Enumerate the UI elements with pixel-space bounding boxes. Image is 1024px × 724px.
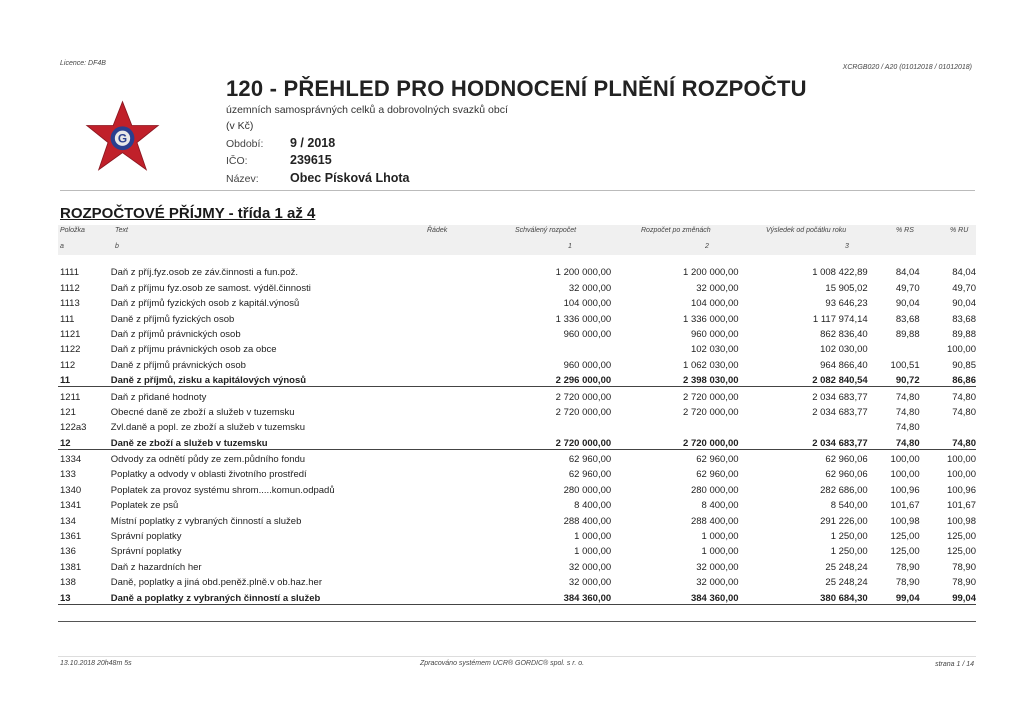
row-vysledek: 2 034 683,77	[739, 433, 868, 449]
row-schvaleny: 32 000,00	[568, 561, 612, 573]
row-polozka: 1340	[60, 484, 82, 496]
row-ru: 84,04	[952, 267, 976, 279]
table-row	[58, 387, 976, 403]
row-polozka: 121	[60, 406, 76, 418]
col-header-po-zmenach-sub: 2	[705, 243, 709, 250]
table-row	[58, 573, 976, 588]
col-header-text-sub: b	[115, 243, 119, 250]
row-schvaleny: 1 336 000,00	[555, 313, 612, 325]
row-vysledek: 102 030,00	[820, 344, 868, 356]
row-po-zmenach: 2 720 000,00	[683, 406, 739, 418]
row-polozka: 1381	[60, 561, 82, 573]
row-text: Poplatek ze psů	[110, 500, 179, 512]
col-header-text: Text	[115, 227, 128, 234]
row-text: Daň z příjmu fyz.osob ze samost. výděl.činnosti	[110, 282, 311, 294]
row-rs: 125,00	[890, 546, 920, 558]
row-ru: 125,00	[946, 531, 976, 543]
row-schvaleny: 104 000,00	[563, 298, 612, 310]
row-po-zmenach: 104 000,00	[690, 298, 739, 310]
row-schvaleny: 2 296 000,00	[490, 371, 611, 387]
row-vysledek: 62 960,06	[825, 469, 868, 481]
row-ru: 74,80	[952, 391, 976, 403]
row-text: Místní poplatky z vybraných činností a služeb	[110, 515, 302, 527]
row-schvaleny: 32 000,00	[568, 282, 612, 294]
period-label: Období:	[226, 138, 264, 150]
row-schvaleny: 960 000,00	[563, 328, 612, 340]
row-rs: 74,80	[895, 391, 920, 403]
row-po-zmenach: 8 400,00	[701, 500, 739, 512]
row-text: Poplatky a odvody v oblasti životního prostředí	[110, 469, 307, 481]
row-polozka: 133	[60, 469, 76, 481]
table-row	[58, 496, 976, 511]
row-schvaleny: 2 720 000,00	[555, 406, 612, 418]
row-rs: 100,00	[890, 454, 920, 466]
table-row	[58, 294, 976, 309]
footer-datetime: 13.10.2018 20h48m 5s	[60, 660, 132, 667]
row-po-zmenach: 32 000,00	[696, 577, 739, 589]
footer-divider	[58, 656, 976, 657]
col-header-schvaleny-sub: 1	[568, 243, 572, 250]
row-vysledek: 25 248,24	[825, 561, 868, 573]
col-header-schvaleny: Schválený rozpočet	[515, 227, 577, 234]
row-ru: 101,67	[946, 500, 976, 512]
row-schvaleny	[490, 340, 611, 355]
row-ru: 74,80	[920, 433, 976, 449]
row-ru: 90,04	[952, 298, 976, 310]
row-ru: 100,96	[946, 484, 976, 496]
row-vysledek: 1 250,00	[830, 546, 868, 558]
table-row	[58, 355, 976, 370]
row-rs	[868, 340, 920, 355]
row-rs: 100,00	[890, 469, 920, 481]
row-po-zmenach: 288 400,00	[690, 515, 739, 527]
row-polozka: 1111	[60, 267, 80, 279]
row-vysledek: 25 248,24	[825, 577, 868, 589]
row-text: Daň z přidané hodnoty	[110, 391, 207, 403]
row-po-zmenach: 1 062 030,00	[683, 359, 739, 371]
row-schvaleny: 384 360,00	[490, 588, 611, 604]
row-schvaleny	[490, 418, 611, 433]
col-header-rs: % RS	[896, 227, 914, 234]
row-text: Daň z příjmů fyzických osob z kapitál.výnosů	[110, 298, 300, 310]
row-polozka: 1121	[60, 328, 81, 340]
table-row	[58, 325, 976, 340]
row-schvaleny: 1 200 000,00	[555, 267, 612, 279]
row-vysledek	[739, 418, 868, 433]
row-rs: 89,88	[895, 328, 920, 340]
row-rs: 74,80	[895, 406, 920, 418]
table-row	[58, 527, 976, 542]
row-po-zmenach: 1 336 000,00	[683, 313, 739, 325]
row-ru: 125,00	[946, 546, 976, 558]
table-row	[58, 263, 976, 278]
col-header-po-zmenach: Rozpočet po změnách	[641, 227, 711, 234]
row-vysledek: 380 684,30	[739, 588, 868, 604]
table-bottom-rule	[58, 621, 976, 622]
row-ru: 100,00	[946, 469, 976, 481]
row-ru: 78,90	[952, 561, 976, 573]
row-polozka: 1341	[60, 500, 82, 512]
row-po-zmenach: 1 200 000,00	[683, 267, 739, 279]
row-schvaleny: 8 400,00	[574, 500, 612, 512]
row-schvaleny: 1 000,00	[574, 546, 612, 558]
row-vysledek: 1 008 422,89	[812, 267, 868, 279]
section-title: ROZPOČTOVÉ PŘÍJMY - třída 1 až 4	[60, 205, 316, 222]
col-header-vysledek: Výsledek od počátku roku	[766, 227, 847, 234]
table-row	[58, 403, 976, 418]
footer-page-number: strana 1 / 14	[935, 661, 974, 668]
row-ru: 74,80	[952, 406, 976, 418]
logo-letter: G	[117, 131, 128, 146]
row-text: Daň z příjmu právnických osob za obce	[110, 344, 277, 356]
row-rs: 100,51	[890, 359, 920, 371]
table-row	[58, 309, 976, 324]
licence-label: Licence: DF4B	[60, 60, 106, 67]
row-ru: 100,00	[946, 344, 976, 356]
row-polozka: 122a3	[60, 422, 87, 434]
table-row	[58, 557, 976, 572]
report-code: XCRGB020 / A20 (01012018 / 01012018)	[842, 64, 972, 71]
row-rs: 78,90	[895, 561, 920, 573]
table-row	[58, 542, 976, 557]
row-vysledek: 2 082 840,54	[739, 371, 868, 387]
row-text: Správní poplatky	[110, 531, 182, 543]
units-note: (v Kč)	[226, 120, 254, 132]
ico-value: 239615	[290, 153, 332, 167]
table-row	[58, 418, 976, 433]
row-polozka: 138	[60, 577, 76, 589]
row-po-zmenach: 32 000,00	[696, 561, 739, 573]
row-polozka: 13	[58, 588, 111, 604]
row-schvaleny: 62 960,00	[568, 469, 612, 481]
row-schvaleny: 62 960,00	[568, 454, 612, 466]
row-rs: 90,72	[868, 371, 920, 387]
col-header-polozka: Položka	[60, 227, 85, 234]
gordic-logo	[80, 100, 165, 185]
row-po-zmenach: 102 030,00	[690, 344, 739, 356]
row-text: Poplatek za provoz systému shrom.....komun.odpadů	[110, 484, 335, 496]
footer-processed-by: Zpracováno systémem UCR® GORDIC® spol. s r. o.	[420, 660, 585, 667]
row-rs: 90,04	[895, 298, 920, 310]
row-rs: 100,98	[890, 515, 920, 527]
row-text: Daně z příjmů fyzických osob	[110, 313, 235, 325]
row-ru	[920, 418, 976, 433]
row-text: Daň z příjmů právnických osob	[110, 328, 241, 340]
row-schvaleny: 2 720 000,00	[490, 433, 611, 449]
row-rs: 74,80	[868, 433, 920, 449]
row-po-zmenach	[611, 418, 738, 433]
name-value: Obec Písková Lhota	[290, 171, 410, 185]
header-divider	[60, 190, 975, 191]
row-polozka: 1334	[60, 454, 82, 466]
row-vysledek: 8 540,00	[830, 500, 868, 512]
row-po-zmenach: 280 000,00	[690, 484, 739, 496]
row-text: Zvl.daně a popl. ze zboží a služeb v tuzemsku	[110, 422, 306, 434]
name-label: Název:	[226, 173, 259, 185]
row-ru: 100,00	[946, 454, 976, 466]
row-po-zmenach: 1 000,00	[701, 531, 739, 543]
row-rs: 74,80	[895, 422, 920, 434]
table-row	[58, 278, 976, 293]
table-row	[58, 371, 976, 387]
row-polozka: 1122	[60, 344, 81, 356]
row-text: Daně, poplatky a jiná obd.peněž.plně.v ob.haz.her	[110, 577, 322, 589]
budget-table	[58, 263, 976, 605]
row-po-zmenach: 62 960,00	[696, 469, 739, 481]
row-po-zmenach: 2 720 000,00	[683, 391, 739, 403]
row-polozka: 1361	[60, 531, 82, 543]
row-rs: 125,00	[890, 531, 920, 543]
row-schvaleny: 32 000,00	[568, 577, 612, 589]
row-polozka: 12	[58, 433, 111, 449]
row-polozka: 111	[60, 313, 75, 325]
row-rs: 99,04	[868, 588, 920, 604]
col-header-radek: Řádek	[427, 227, 448, 234]
table-row	[58, 480, 976, 495]
row-vysledek: 2 034 683,77	[812, 391, 868, 403]
row-polozka: 11	[58, 371, 111, 387]
row-vysledek: 1 117 974,14	[812, 313, 868, 325]
row-ru: 100,98	[946, 515, 976, 527]
row-polozka: 112	[60, 359, 76, 371]
row-text: Správní poplatky	[110, 546, 182, 558]
row-ru: 99,04	[920, 588, 976, 604]
row-vysledek: 291 226,00	[820, 515, 868, 527]
row-po-zmenach: 2 720 000,00	[611, 433, 738, 449]
row-ru: 90,85	[952, 359, 976, 371]
row-rs: 49,70	[895, 282, 920, 294]
table-row	[58, 511, 976, 526]
row-polozka: 136	[60, 546, 76, 558]
row-vysledek: 93 646,23	[825, 298, 868, 310]
ico-label: IČO:	[226, 155, 248, 167]
row-vysledek: 1 250,00	[830, 531, 868, 543]
row-schvaleny: 1 000,00	[574, 531, 612, 543]
row-rs: 100,96	[890, 484, 920, 496]
row-ru: 89,88	[952, 328, 976, 340]
table-row	[58, 588, 976, 604]
row-rs: 78,90	[895, 577, 920, 589]
row-text: Odvody za odnětí půdy ze zem.půdního fondu	[110, 454, 306, 466]
row-po-zmenach: 1 000,00	[701, 546, 739, 558]
row-ru: 83,68	[952, 313, 976, 325]
row-rs: 83,68	[895, 313, 920, 325]
row-ru: 78,90	[952, 577, 976, 589]
row-polozka: 1113	[60, 298, 80, 310]
row-rs: 84,04	[895, 267, 920, 279]
row-vysledek: 862 836,40	[820, 328, 868, 340]
row-schvaleny: 288 400,00	[563, 515, 612, 527]
row-po-zmenach: 384 360,00	[611, 588, 738, 604]
row-po-zmenach: 32 000,00	[696, 282, 739, 294]
row-schvaleny: 960 000,00	[563, 359, 612, 371]
row-text: Obecné daně ze zboží a služeb v tuzemsku	[110, 406, 295, 418]
row-vysledek: 15 905,02	[825, 282, 868, 294]
table-row	[58, 433, 976, 449]
row-ru: 86,86	[920, 371, 976, 387]
row-text: Daně z příjmů právnických osob	[110, 359, 246, 371]
row-text: Daň z hazardních her	[110, 561, 202, 573]
row-text: Daně a poplatky z vybraných činností a služeb	[111, 588, 490, 604]
row-ru: 49,70	[952, 282, 976, 294]
row-polozka: 134	[60, 515, 76, 527]
report-title: 120 - PŘEHLED PRO HODNOCENÍ PLNĚNÍ ROZPOČTU	[226, 76, 807, 101]
report-subtitle: územních samosprávných celků a dobrovolných svazků obcí	[226, 104, 508, 116]
col-header-polozka-sub: a	[60, 243, 64, 250]
row-text: Daně ze zboží a služeb v tuzemsku	[111, 433, 490, 449]
col-header-vysledek-sub: 3	[845, 243, 849, 250]
table-row	[58, 465, 976, 480]
row-text: Daň z příj.fyz.osob ze záv.činnosti a fun.pož.	[110, 267, 299, 279]
row-vysledek: 2 034 683,77	[812, 406, 868, 418]
row-vysledek: 62 960,06	[825, 454, 868, 466]
col-header-ru: % RU	[950, 227, 969, 234]
row-schvaleny: 2 720 000,00	[555, 391, 612, 403]
row-po-zmenach: 960 000,00	[690, 328, 739, 340]
row-po-zmenach: 2 398 030,00	[611, 371, 738, 387]
row-polozka: 1211	[60, 391, 81, 403]
table-row	[58, 449, 976, 465]
row-text: Daně z příjmů, zisku a kapitálových výnosů	[111, 371, 490, 387]
row-vysledek: 282 686,00	[820, 484, 868, 496]
period-value: 9 / 2018	[290, 136, 336, 150]
row-vysledek: 964 866,40	[820, 359, 868, 371]
row-polozka: 1112	[60, 282, 80, 294]
row-po-zmenach: 62 960,00	[696, 454, 739, 466]
row-rs: 101,67	[890, 500, 920, 512]
row-schvaleny: 280 000,00	[563, 484, 612, 496]
table-row	[58, 340, 976, 355]
